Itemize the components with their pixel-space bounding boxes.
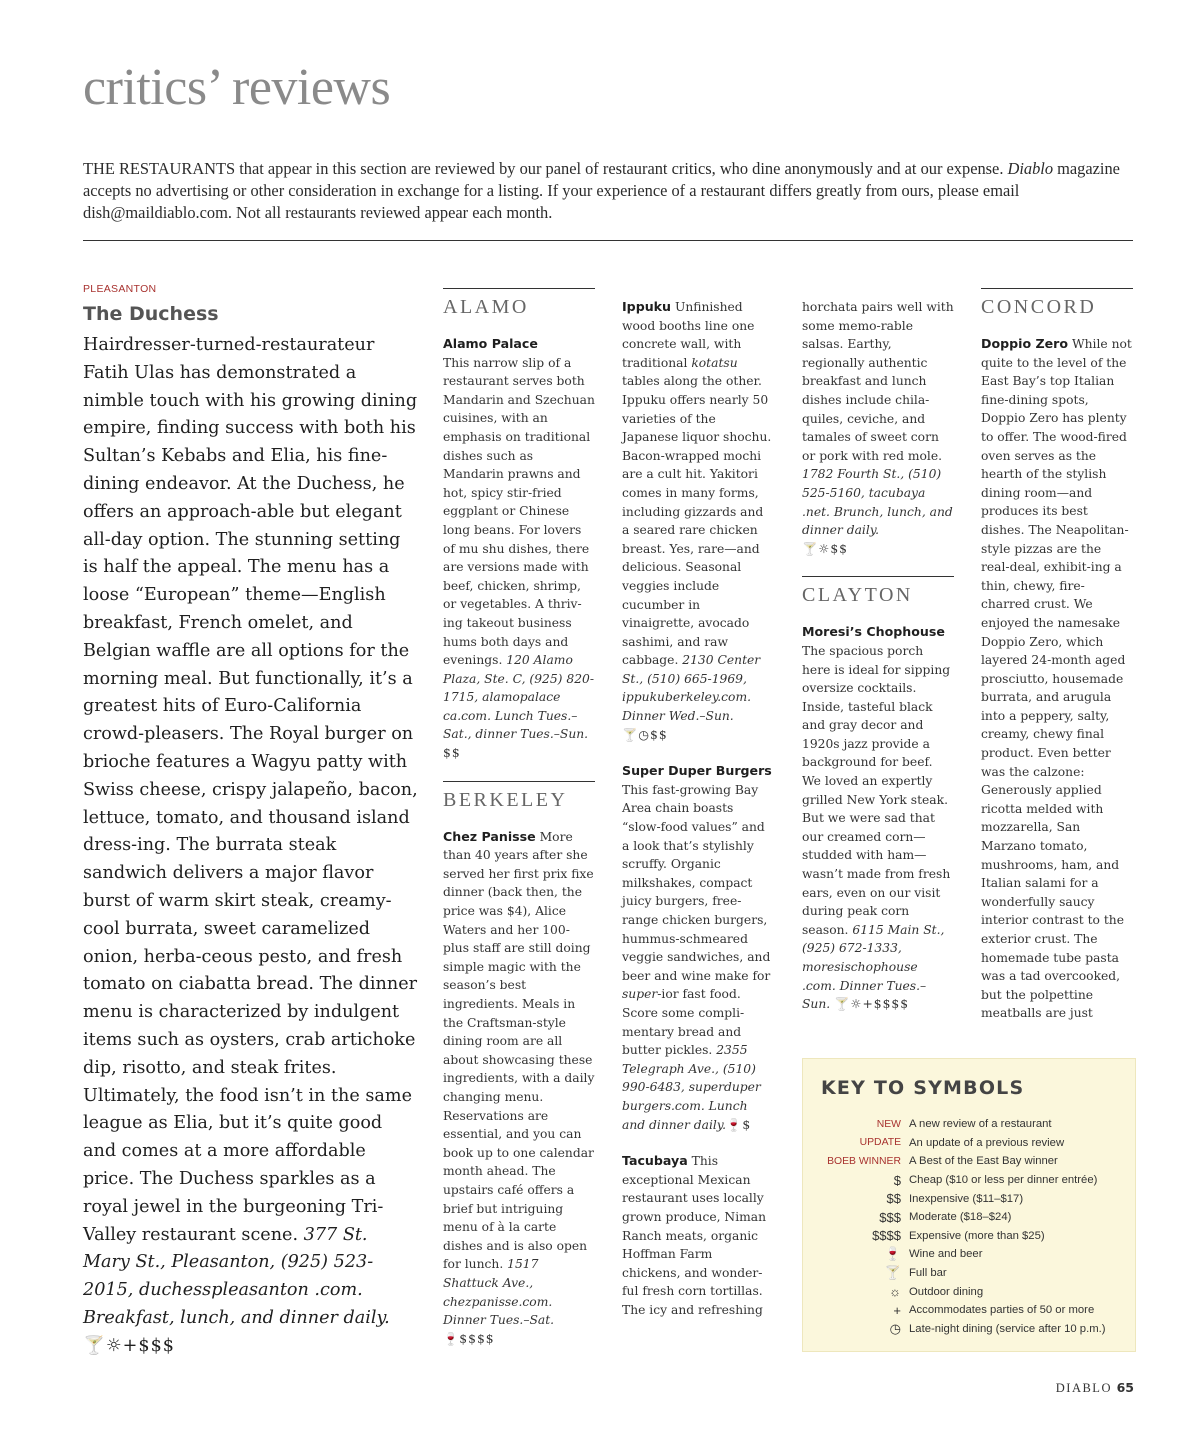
key-row xyxy=(803,1115,1135,1134)
review-moresis xyxy=(802,623,954,1013)
column-2 xyxy=(622,298,774,1319)
key-description: Cheap ($10 or less per dinner entrée) xyxy=(909,1174,1098,1187)
review-super-duper xyxy=(622,762,774,1134)
review-tacubaya-continued xyxy=(802,298,954,558)
lead-symbols: 🍸☼+$$$ xyxy=(83,1335,176,1356)
lead-review-body xyxy=(83,332,418,1360)
review-symbols: 🍷$$$$ xyxy=(443,1331,495,1346)
key-row xyxy=(803,1152,1135,1171)
review-body: More than 40 years after she served her first prix fixe dinner (back then, the price was $4), Alice Waters and her 100-plus staff are still doing simple magic with the season’s best ingredients. Meals in the Craftsman-style dining room are all about showcasing these ingredients, with a daily changing menu. Reservations are essential, and you can book up to one calendar month ahead. The upstairs café offers a brief but intriguing menu of à la carte dishes and is also open for lunch. xyxy=(443,829,595,1272)
key-description: An update of a previous review xyxy=(909,1136,1065,1149)
page-title: critics’ reviews xyxy=(83,59,391,116)
lead-restaurant-name: The Duchess xyxy=(83,303,219,325)
page-number: 65 xyxy=(1116,1380,1134,1395)
key-symbol: NEW xyxy=(876,1118,901,1130)
key-description: Full bar xyxy=(909,1267,947,1280)
city-heading-concord: CONCORD xyxy=(981,296,1097,318)
key-description: Expensive (more than $25) xyxy=(909,1229,1045,1242)
review-symbols: 🍷$ xyxy=(726,1117,752,1132)
review-symbols: $$ xyxy=(443,746,461,761)
restaurant-name: Moresi’s Chophouse xyxy=(802,624,945,640)
intro-lead: THE RESTAURANTS xyxy=(83,159,236,178)
city-heading-clayton: CLAYTON xyxy=(802,584,913,607)
section-rule xyxy=(981,288,1133,289)
review-body: The spacious porch here is ideal for sipping oversize cocktails. Inside, tasteful black and gray decor and 1920s jazz provide a background for beef. We loved an expertly grilled New York steak. But we were sad that our creamed corn—studded with ham—wasn’t made from fresh ears, even on our visit during peak corn season. xyxy=(802,643,951,937)
key-symbol: $$$ xyxy=(879,1209,901,1225)
key-description: A new review of a restaurant xyxy=(909,1118,1052,1131)
lead-address: 377 St. Mary St., Pleasanton, (925) 523-2015, duchesspleasanton .com. Breakfast, lunch, and dinner daily. xyxy=(83,1224,390,1328)
key-symbol: UPDATE xyxy=(859,1137,901,1149)
review-body: horchata pairs well with some memo-rable salsas. Earthy, regionally authentic breakfast and lunch dishes include chila-quiles, ceviche, and tamales of sweet corn or pork with red mole. xyxy=(802,300,954,463)
lead-body-text: Hairdresser-turned-restaurateur Fatih Ulas has demonstrated a nimble touch with his growing dining empire, finding success with both his Sultan’s Kebabs and Elia, his fine-dining endeavor. At the Duchess, he offers an approach-able but elegant all-day option. The stunning setting is half the appeal. The menu has a loose “European” theme—English breakfast, French omelet, and Belgian waffle are all options for the morning meal. But functionally, it’s a greatest hits of Euro-California crowd-pleasers. The Royal burger on brioche features a Wagyu patty with Swiss cheese, crispy jalapeño, bacon, lettuce, tomato, and thousand island dress-ing. The burrata steak sandwich delivers a major flavor burst of warm skirt steak, creamy-cool burrata, sweet caramelized onion, herba-ceous pesto, and fresh tomato on ciabatta bread. The dinner menu is characterized by indulgent items such as oysters, crab artichoke dip, risotto, and steak frites. Ultimately, the food isn’t in the same league as Elia, but it’s quite good and comes at a more affordable price. The Duchess sparkles as a royal jewel in the burgeoning Tri-Valley restaurant scene. xyxy=(83,335,418,1245)
page-footer xyxy=(1056,1380,1134,1396)
review-chez-panisse xyxy=(443,828,595,1349)
review-address: 2130 Center St., (510) 665-1969, ippukuberkeley.com. Dinner Wed.–Sun. xyxy=(622,653,761,724)
key-row xyxy=(803,1282,1135,1301)
key-description: Moderate ($18–$24) xyxy=(909,1211,1012,1224)
key-row xyxy=(803,1227,1135,1246)
column-4 xyxy=(981,288,1133,1023)
review-address: 2355 Telegraph Ave., (510) 990-6483, superduper burgers.com. Lunch and dinner daily. xyxy=(622,1043,761,1132)
review-address: 1782 Fourth St., (510) 525-5160, tacubaya .net. Brunch, lunch, and dinner daily. xyxy=(802,467,953,538)
cocktail-glass-icon: 🍸 xyxy=(884,1265,901,1281)
city-heading-berkeley: BERKELEY xyxy=(443,788,568,811)
intro-text-2: magazine accepts no advertising or other consideration in exchange for a listing. If your experience of a restaurant differs greatly from ours, please email dish@maildiablo.com. Not all restaurants reviewed appear each month. xyxy=(83,159,1120,222)
column-3 xyxy=(802,298,954,1014)
review-alamo-palace xyxy=(443,335,595,763)
review-symbols: 🍸☼+$$$$ xyxy=(834,997,910,1012)
key-description: Wine and beer xyxy=(909,1248,983,1261)
key-row xyxy=(803,1264,1135,1283)
review-address: 6115 Main St., (925) 672-1333, moresischophouse .com. Dinner Tues.–Sun. xyxy=(802,922,945,1012)
key-description: Inexpensive ($11–$17) xyxy=(909,1192,1024,1205)
key-description: Outdoor dining xyxy=(909,1285,984,1298)
review-body: This narrow slip of a restaurant serves both Mandarin and Szechuan cuisines, with an emphasis on traditional dishes such as Mandarin prawns and hot, spicy stir-fried eggplant or Chinese long beans. For lovers of mu shu dishes, there are versions made with beef, chicken, shrimp, or vegetables. A thriv-ing takeout business hums both days and evenings. xyxy=(443,355,595,668)
key-title: KEY TO SYMBOLS xyxy=(821,1077,1025,1099)
key-description: Accommodates parties of 50 or more xyxy=(909,1304,1095,1317)
key-symbol: BOEB WINNER xyxy=(827,1155,901,1167)
column-1 xyxy=(443,288,595,1348)
key-description: Late-night dining (service after 10 p.m.) xyxy=(909,1322,1106,1335)
review-ippuku xyxy=(622,298,774,744)
review-address: 120 Alamo Plaza, Ste. C, (925) 820-1715, alamopalace ca.com. Lunch Tues.–Sat., dinner Tues.–Sun. xyxy=(443,653,595,742)
review-doppio-zero xyxy=(981,335,1133,1023)
restaurant-name: Super Duper Burgers xyxy=(622,763,772,779)
review-body: This exceptional Mexican restaurant uses locally grown produce, Niman Ranch meats, organic Hoffman Farm chickens, and wonder-ful fresh corn tortillas. The icy and refreshing xyxy=(622,1154,767,1317)
key-row xyxy=(803,1134,1135,1153)
review-tacubaya xyxy=(622,1152,774,1319)
clock-icon: ◷ xyxy=(889,1320,901,1336)
key-description: A Best of the East Bay winner xyxy=(909,1155,1058,1168)
intro-divider xyxy=(83,240,1133,241)
key-symbol: $ xyxy=(893,1172,901,1188)
section-rule xyxy=(443,781,595,782)
restaurant-name: Tacubaya xyxy=(622,1153,688,1169)
review-body: This fast-growing Bay Area chain boasts “slow-food values” and a look that’s stylishly scruffy. Organic milkshakes, compact juicy burgers, free-range chicken burgers, hummus-schmeared veggie sandwiches, and beer and wine make for xyxy=(622,782,771,983)
key-row xyxy=(803,1301,1135,1320)
review-body: tables along the other. Ippuku offers nearly 50 varieties of the Japanese liquor shochu. Bacon-wrapped mochi are a cult hit. Yakitori comes in many forms, including gizzards and a seared rare chicken breast. Yes, rare—and delicious. Seasonal veggies include cucumber in vinaigrette, avocado sashimi, and raw cabbage. xyxy=(622,374,772,668)
key-to-symbols-box xyxy=(802,1058,1136,1352)
review-body: While not quite to the level of the East Bay’s top Italian fine-dining spots, Doppio Zero has plenty to offer. The wood-fired oven serves as the hearth of the stylish dining room—and produces its best dishes. The Neapolitan-style pizzas are the real-deal, exhibit-ing a thin, chewy, fire-charred crust. We enjoyed the namesake Doppio Zero, which layered 24-month aged prosciutto, housemade burrata, and arugula into a peppery, salty, creamy, chewy final product. Even better was the calzone: Generously applied ricotta melded with mozzarella, San Marzano tomato, mushrooms, ham, and Italian salami for a wonderfully saucy interior contrast to the exterior crust. The homemade tube pasta was a tad overcooked, but the polpettine meatballs are just xyxy=(981,337,1132,1021)
review-symbols: 🍸◷$$ xyxy=(622,727,668,742)
lead-review xyxy=(83,283,418,1360)
key-table xyxy=(803,1115,1135,1338)
key-symbol: $$ xyxy=(886,1191,901,1207)
footer-brand: DIABLO xyxy=(1055,1381,1112,1395)
review-body: -ior fast food. Score some compli-mentary bread and butter pickles. xyxy=(622,987,745,1058)
review-address: 1517 Shattuck Ave., chezpanisse.com. Dinner Tues.–Sat. xyxy=(443,1257,555,1328)
restaurant-name: Doppio Zero xyxy=(981,336,1069,351)
lead-city-tag: PLEASANTON xyxy=(83,283,157,295)
key-row xyxy=(803,1189,1135,1208)
key-row xyxy=(803,1245,1135,1264)
review-symbols: 🍸☼$$ xyxy=(802,541,848,556)
restaurant-name: Alamo Palace xyxy=(443,336,538,351)
plus-icon: + xyxy=(893,1302,901,1318)
intro-paragraph xyxy=(83,158,1138,224)
intro-text: that appear in this section are reviewed by our panel of restaurant critics, who dine anonymously and at our expense. xyxy=(235,159,1008,178)
key-row xyxy=(803,1171,1135,1190)
wine-glass-icon: 🍷 xyxy=(884,1246,901,1262)
key-row xyxy=(803,1208,1135,1227)
review-body: Unfinished wood booths line one concrete wall, with traditional xyxy=(622,300,755,370)
restaurant-name: Ippuku xyxy=(622,299,672,314)
review-body-italic: super xyxy=(622,987,658,1002)
city-heading-alamo: ALAMO xyxy=(443,296,529,318)
section-rule xyxy=(802,576,954,577)
intro-magazine-name: Diablo xyxy=(1007,159,1054,178)
section-rule xyxy=(443,288,595,289)
sun-icon: ☼ xyxy=(889,1284,901,1300)
restaurant-name: Chez Panisse xyxy=(443,828,536,844)
review-body-italic: kotatsu xyxy=(691,355,738,370)
key-symbol: $$$$ xyxy=(872,1228,901,1244)
key-row xyxy=(803,1320,1135,1339)
